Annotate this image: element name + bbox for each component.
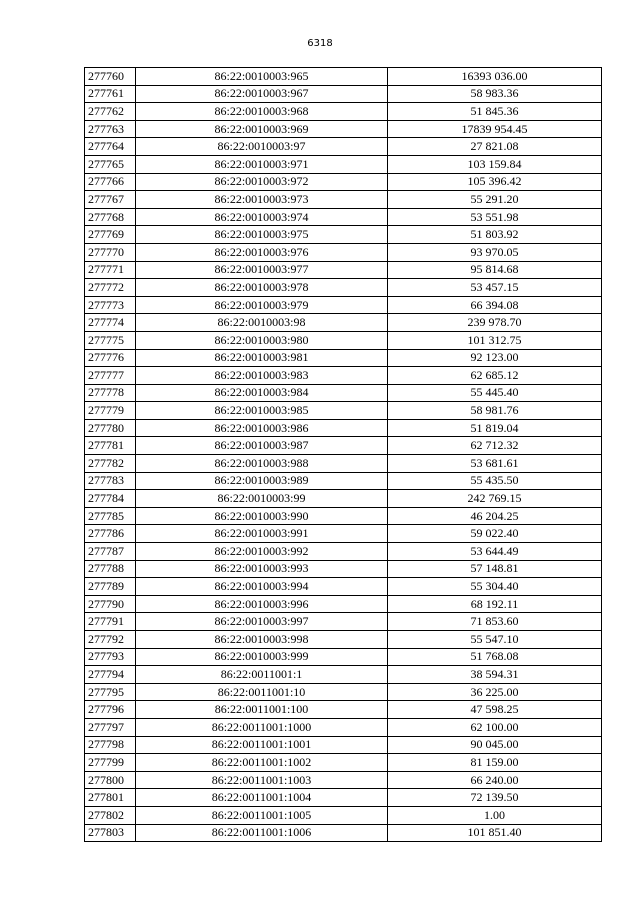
cadastral-value-cell: 101 312.75 [388, 331, 602, 349]
cadastral-number-cell: 86:22:0010003:999 [136, 648, 388, 666]
cadastral-number-cell: 86:22:0010003:992 [136, 543, 388, 561]
cadastral-value-cell: 62 712.32 [388, 437, 602, 455]
row-number-cell: 277777 [85, 367, 136, 385]
table-row [85, 806, 602, 824]
cadastral-value-cell: 68 192.11 [388, 595, 602, 613]
cadastral-number-cell: 86:22:0010003:976 [136, 243, 388, 261]
row-number-cell: 277789 [85, 578, 136, 596]
cadastral-number-cell: 86:22:0011001:10 [136, 683, 388, 701]
cadastral-value-cell: 58 983.36 [388, 85, 602, 103]
cadastral-value-cell: 66 240.00 [388, 771, 602, 789]
cadastral-value-cell: 17839 954.45 [388, 120, 602, 138]
row-number-cell: 277771 [85, 261, 136, 279]
row-number-cell: 277803 [85, 824, 136, 842]
cadastral-number-cell: 86:22:0010003:997 [136, 613, 388, 631]
cadastral-number-cell: 86:22:0010003:990 [136, 507, 388, 525]
cadastral-value-cell: 53 551.98 [388, 208, 602, 226]
table-row [85, 525, 602, 543]
row-number-cell: 277774 [85, 314, 136, 332]
table-row [85, 631, 602, 649]
table-row [85, 490, 602, 508]
cadastral-value-cell: 90 045.00 [388, 736, 602, 754]
table-row [85, 648, 602, 666]
table-row [85, 419, 602, 437]
row-number-cell: 277790 [85, 595, 136, 613]
row-number-cell: 277760 [85, 68, 136, 86]
cadastral-value-cell: 72 139.50 [388, 789, 602, 807]
cadastral-number-cell: 86:22:0010003:975 [136, 226, 388, 244]
cadastral-number-cell: 86:22:0010003:996 [136, 595, 388, 613]
table-row [85, 331, 602, 349]
cadastral-value-cell: 47 598.25 [388, 701, 602, 719]
row-number-cell: 277761 [85, 85, 136, 103]
cadastral-number-cell: 86:22:0011001:100 [136, 701, 388, 719]
cadastral-value-cell: 55 547.10 [388, 631, 602, 649]
table-row [85, 191, 602, 209]
cadastral-value-cell: 55 445.40 [388, 384, 602, 402]
cadastral-value-table [84, 67, 602, 842]
cadastral-number-cell: 86:22:0010003:984 [136, 384, 388, 402]
cadastral-number-cell: 86:22:0010003:988 [136, 455, 388, 473]
cadastral-value-cell: 59 022.40 [388, 525, 602, 543]
cadastral-number-cell: 86:22:0011001:1001 [136, 736, 388, 754]
table-row [85, 736, 602, 754]
row-number-cell: 277781 [85, 437, 136, 455]
cadastral-number-cell: 86:22:0010003:979 [136, 296, 388, 314]
row-number-cell: 277799 [85, 754, 136, 772]
table-row [85, 455, 602, 473]
table-row [85, 261, 602, 279]
cadastral-number-cell: 86:22:0010003:986 [136, 419, 388, 437]
cadastral-number-cell: 86:22:0010003:98 [136, 314, 388, 332]
cadastral-value-cell: 51 768.08 [388, 648, 602, 666]
cadastral-number-cell: 86:22:0010003:973 [136, 191, 388, 209]
row-number-cell: 277794 [85, 666, 136, 684]
cadastral-value-cell: 27 821.08 [388, 138, 602, 156]
row-number-cell: 277770 [85, 243, 136, 261]
cadastral-value-cell: 46 204.25 [388, 507, 602, 525]
row-number-cell: 277764 [85, 138, 136, 156]
cadastral-value-cell: 103 159.84 [388, 155, 602, 173]
cadastral-value-cell: 92 123.00 [388, 349, 602, 367]
cadastral-value-cell: 55 291.20 [388, 191, 602, 209]
table-row [85, 771, 602, 789]
cadastral-number-cell: 86:22:0011001:1004 [136, 789, 388, 807]
row-number-cell: 277776 [85, 349, 136, 367]
table-row [85, 384, 602, 402]
cadastral-number-cell: 86:22:0010003:980 [136, 331, 388, 349]
cadastral-number-cell: 86:22:0011001:1000 [136, 718, 388, 736]
table-row [85, 103, 602, 121]
row-number-cell: 277792 [85, 631, 136, 649]
row-number-cell: 277763 [85, 120, 136, 138]
row-number-cell: 277788 [85, 560, 136, 578]
row-number-cell: 277783 [85, 472, 136, 490]
row-number-cell: 277766 [85, 173, 136, 191]
cadastral-number-cell: 86:22:0010003:987 [136, 437, 388, 455]
cadastral-value-cell: 93 970.05 [388, 243, 602, 261]
table-row [85, 173, 602, 191]
cadastral-number-cell: 86:22:0010003:99 [136, 490, 388, 508]
row-number-cell: 277767 [85, 191, 136, 209]
table-row [85, 367, 602, 385]
row-number-cell: 277796 [85, 701, 136, 719]
cadastral-value-cell: 62 100.00 [388, 718, 602, 736]
row-number-cell: 277793 [85, 648, 136, 666]
table-row [85, 789, 602, 807]
cadastral-value-cell: 57 148.81 [388, 560, 602, 578]
cadastral-value-cell: 53 457.15 [388, 279, 602, 297]
cadastral-value-cell: 62 685.12 [388, 367, 602, 385]
table-row [85, 279, 602, 297]
cadastral-number-cell: 86:22:0010003:977 [136, 261, 388, 279]
row-number-cell: 277765 [85, 155, 136, 173]
cadastral-number-cell: 86:22:0010003:97 [136, 138, 388, 156]
row-number-cell: 277791 [85, 613, 136, 631]
cadastral-number-cell: 86:22:0010003:978 [136, 279, 388, 297]
row-number-cell: 277775 [85, 331, 136, 349]
table-row [85, 138, 602, 156]
cadastral-number-cell: 86:22:0011001:1006 [136, 824, 388, 842]
table-row [85, 226, 602, 244]
table-row [85, 718, 602, 736]
cadastral-number-cell: 86:22:0010003:998 [136, 631, 388, 649]
cadastral-value-cell: 66 394.08 [388, 296, 602, 314]
cadastral-value-cell: 53 681.61 [388, 455, 602, 473]
row-number-cell: 277762 [85, 103, 136, 121]
cadastral-number-cell: 86:22:0010003:972 [136, 173, 388, 191]
table-row [85, 120, 602, 138]
row-number-cell: 277768 [85, 208, 136, 226]
cadastral-value-cell: 81 159.00 [388, 754, 602, 772]
row-number-cell: 277773 [85, 296, 136, 314]
row-number-cell: 277778 [85, 384, 136, 402]
table-row [85, 208, 602, 226]
cadastral-value-cell: 51 819.04 [388, 419, 602, 437]
table-row [85, 701, 602, 719]
table-body [85, 68, 602, 842]
cadastral-number-cell: 86:22:0010003:968 [136, 103, 388, 121]
cadastral-number-cell: 86:22:0010003:965 [136, 68, 388, 86]
cadastral-number-cell: 86:22:0011001:1002 [136, 754, 388, 772]
cadastral-value-cell: 16393 036.00 [388, 68, 602, 86]
row-number-cell: 277797 [85, 718, 136, 736]
table-row [85, 472, 602, 490]
page-number: 6318 [307, 38, 333, 49]
cadastral-value-cell: 55 435.50 [388, 472, 602, 490]
cadastral-value-cell: 51 845.36 [388, 103, 602, 121]
cadastral-number-cell: 86:22:0010003:967 [136, 85, 388, 103]
table-row [85, 543, 602, 561]
cadastral-value-cell: 58 981.76 [388, 402, 602, 420]
cadastral-number-cell: 86:22:0010003:971 [136, 155, 388, 173]
table-row [85, 683, 602, 701]
table-row [85, 824, 602, 842]
row-number-cell: 277800 [85, 771, 136, 789]
table-row [85, 314, 602, 332]
cadastral-value-cell: 53 644.49 [388, 543, 602, 561]
row-number-cell: 277786 [85, 525, 136, 543]
cadastral-number-cell: 86:22:0011001:1003 [136, 771, 388, 789]
cadastral-number-cell: 86:22:0010003:993 [136, 560, 388, 578]
cadastral-value-cell: 51 803.92 [388, 226, 602, 244]
table-row [85, 560, 602, 578]
cadastral-value-cell: 55 304.40 [388, 578, 602, 596]
cadastral-value-cell: 1.00 [388, 806, 602, 824]
table-row [85, 85, 602, 103]
table-row [85, 349, 602, 367]
table-row [85, 666, 602, 684]
table-row [85, 402, 602, 420]
cadastral-number-cell: 86:22:0011001:1 [136, 666, 388, 684]
cadastral-number-cell: 86:22:0010003:991 [136, 525, 388, 543]
row-number-cell: 277769 [85, 226, 136, 244]
cadastral-value-cell: 38 594.31 [388, 666, 602, 684]
table-row [85, 754, 602, 772]
table-row [85, 296, 602, 314]
cadastral-value-cell: 36 225.00 [388, 683, 602, 701]
cadastral-number-cell: 86:22:0010003:994 [136, 578, 388, 596]
table-row [85, 437, 602, 455]
row-number-cell: 277785 [85, 507, 136, 525]
cadastral-value-cell: 239 978.70 [388, 314, 602, 332]
cadastral-number-cell: 86:22:0010003:983 [136, 367, 388, 385]
table-row [85, 243, 602, 261]
row-number-cell: 277779 [85, 402, 136, 420]
cadastral-number-cell: 86:22:0010003:969 [136, 120, 388, 138]
row-number-cell: 277798 [85, 736, 136, 754]
cadastral-number-cell: 86:22:0010003:989 [136, 472, 388, 490]
row-number-cell: 277784 [85, 490, 136, 508]
row-number-cell: 277772 [85, 279, 136, 297]
cadastral-value-cell: 242 769.15 [388, 490, 602, 508]
cadastral-number-cell: 86:22:0010003:985 [136, 402, 388, 420]
table-row [85, 507, 602, 525]
cadastral-value-cell: 71 853.60 [388, 613, 602, 631]
table-row [85, 613, 602, 631]
row-number-cell: 277782 [85, 455, 136, 473]
row-number-cell: 277787 [85, 543, 136, 561]
row-number-cell: 277801 [85, 789, 136, 807]
row-number-cell: 277802 [85, 806, 136, 824]
cadastral-number-cell: 86:22:0010003:974 [136, 208, 388, 226]
cadastral-value-cell: 95 814.68 [388, 261, 602, 279]
table-row [85, 155, 602, 173]
table-row [85, 595, 602, 613]
cadastral-value-cell: 105 396.42 [388, 173, 602, 191]
cadastral-number-cell: 86:22:0011001:1005 [136, 806, 388, 824]
table-row [85, 578, 602, 596]
cadastral-value-cell: 101 851.40 [388, 824, 602, 842]
row-number-cell: 277795 [85, 683, 136, 701]
row-number-cell: 277780 [85, 419, 136, 437]
cadastral-number-cell: 86:22:0010003:981 [136, 349, 388, 367]
table-row [85, 68, 602, 86]
